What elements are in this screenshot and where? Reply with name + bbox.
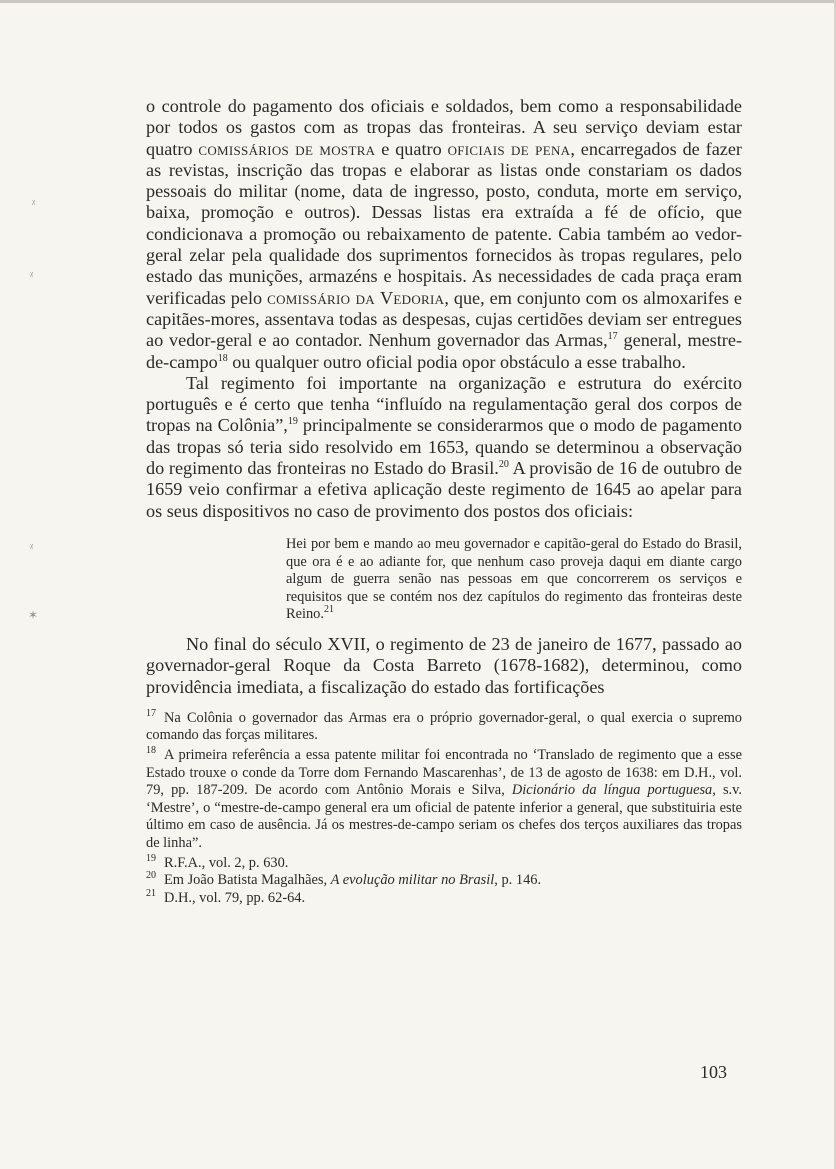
footnote-text: Em João Batista Magalhães, <box>164 872 331 889</box>
p2-text: A provisão de 16 de outubro de 1659 veio confirmar a efetiva aplicação deste regimento de 1645 ao apelar para os seus dispositivos no caso de provimento dos postos dos oficiais: <box>146 458 742 521</box>
paragraph-1 <box>146 96 742 373</box>
footnote-number: 20 <box>146 870 156 882</box>
p1-text: e quatro <box>375 138 448 159</box>
footnote-text: , p. 146. <box>494 872 542 889</box>
footnote-18 <box>146 747 742 853</box>
p1-smallcaps-3: comissário da Vedoria <box>267 287 445 308</box>
footnote-book-title: Dicionário da língua portuguesa <box>511 782 713 799</box>
margin-mark: ᵡ <box>30 268 34 282</box>
p2-text: Tal regimento foi importante na organização e estrutura do exército português e é certo que tenha “influído na regulamentação geral dos corpos de tropas na Colônia”, <box>146 372 742 436</box>
margin-mark: ᵡ <box>32 196 36 210</box>
margin-mark: ᵡ <box>30 540 34 554</box>
body-text <box>146 96 742 522</box>
footnote-19 <box>146 852 742 873</box>
quote-text: Hei por bem e mando ao meu governador e capitão-geral do Estado do Brasil, que ora é e ao adiante for, que nenhum caso proveja daqui em diante cargo algum de guerra senão nas pessoas em que concorrerem os serviços e requisitos que se contém nos dez capítulos do regimento das fronteiras deste Reino. <box>286 535 742 623</box>
block-quote <box>286 536 742 624</box>
footnote-text: Na Colônia o governador das Armas era o próprio governador-geral, o qual exercia o supremo comando das forças militares. <box>146 709 742 744</box>
footnote-ref-19[interactable]: 19 <box>287 416 298 428</box>
p1-text: ou qualquer outro oficial podia opor obstáculo a esse trabalho. <box>227 351 686 372</box>
footnote-number: 17 <box>146 708 156 719</box>
body-text-2 <box>146 634 742 698</box>
footnote-number: 19 <box>146 852 156 864</box>
p1-smallcaps-1: comissários de mostra <box>198 138 376 159</box>
footnote-20 <box>146 872 742 890</box>
footnote-text: , s.v. ‘Mestre’, o “mestre-de-campo general era um oficial de patente inferior a general, que substituiria este último em caso de ausência. Já os mestres-de-campo seriam os chefes dos terços auxiliares das tropas de linha”. <box>146 782 742 851</box>
footnote-17 <box>146 710 742 745</box>
footnote-21 <box>146 887 742 908</box>
p1-text: o controle do pagamento dos oficiais e soldados, bem como a responsabilidade por todos os gastos com as tropas das fronteiras. A seu serviço deviam estar quatro <box>146 96 742 159</box>
p1-smallcaps-2: oficiais de pena <box>447 138 571 159</box>
footnote-text: R.F.A., vol. 2, p. 630. <box>164 854 289 871</box>
page-number: 103 <box>700 1062 727 1082</box>
footnote-ref-21[interactable]: 21 <box>323 604 334 616</box>
margin-mark: ✶ <box>28 608 39 622</box>
paragraph-3: No final do século XVII, o regimento de 23 de janeiro de 1677, passado ao governador-geral Roque da Costa Barreto (1678-1682), determinou, como providência imediata, a fiscalização do estado das fortificações <box>146 633 742 697</box>
footnote-ref-17[interactable]: 17 <box>607 331 618 343</box>
footnote-number: 21 <box>146 887 156 899</box>
p1-text: , que, em conjunto com os almoxarifes e capitães-mores, assentava todas as despesas, cujas certidões deviam ser entregues ao vedor-geral e ao contador. Nenhum governador das Armas, <box>146 287 742 351</box>
text-block <box>146 96 742 907</box>
p2-text: principalmente se considerarmos que o modo de pagamento das tropas só teria sido resolvido em 1653, quando se determinou a observação do regimento das fronteiras no Estado do Brasil. <box>146 415 742 479</box>
p1-text: general, mestre-de-campo <box>146 330 742 372</box>
footnote-book-title: A evolução militar no Brasil <box>330 872 495 889</box>
footnote-ref-18[interactable]: 18 <box>217 352 228 364</box>
footnote-number: 18 <box>146 745 156 757</box>
footnote-text: D.H., vol. 79, pp. 62-64. <box>164 889 306 906</box>
paragraph-2 <box>146 373 742 522</box>
p1-text: , encarregados de fazer as revistas, inscrição das tropas e elaborar as listas onde constariam os dados pessoais do militar (nome, data de ingresso, posto, conduta, morte em serviço, baixa, promoção e outros). Dessas listas era extraída a fé de ofício, que condicionava a promoção ou rebaixamento de patente. Cabia também ao vedor-geral zelar pela qualidade dos suprimentos fornecidos às tropas regulares, pelo estado das munições, armazéns e hospitais. As necessidades de cada praça eram verificadas pelo <box>146 138 742 308</box>
footnotes <box>146 710 742 908</box>
footnote-text: A primeira referência a essa patente militar foi encontrada no ‘Translado de regimento que a esse Estado trouxe o conde da Torre dom Fernando Mascarenhas’, de 13 de agosto de 1638: em D.H., vol. 79, pp. 187-209. De acordo com Antônio Morais e Silva, <box>146 746 742 799</box>
page-top-edge <box>0 0 836 3</box>
footnote-ref-20[interactable]: 20 <box>498 458 509 470</box>
